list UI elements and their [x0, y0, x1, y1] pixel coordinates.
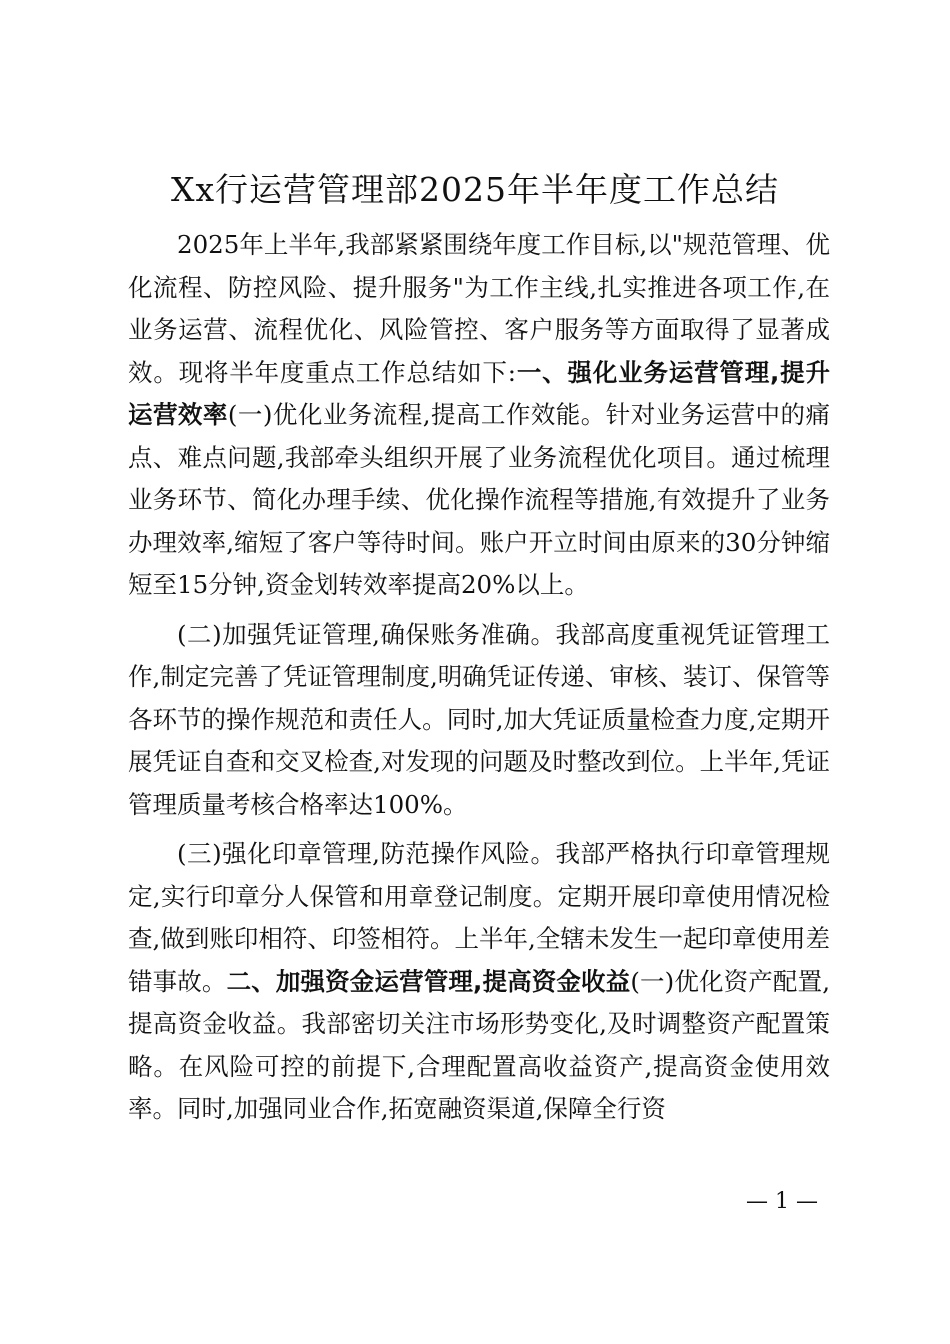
paragraph-text: 2025年上半年,我部紧紧围绕年度工作目标,以"规范管理、优化流程、防控风险、提升服务"为工作主线,扎实推进各项工作,在业务运营、流程优化、风险管控、客户服务等方面取得了显著成效。现将半年度重点工作总结如下:: [128, 230, 830, 387]
paragraph-text: (一)优化资产配置,提高资金收益。我部密切关注市场形势变化,及时调整资产配置策略。在风险可控的前提下,合理配置高收益资产,提高资金使用效率。同时,加强同业合作,拓宽融资渠道,保障全行资: [128, 966, 831, 1123]
paragraph-text: (一)优化业务流程,提高工作效能。针对业务运营中的痛点、难点问题,我部牵头组织开展了业务流程优化项目。通过梳理业务环节、简化办理手续、优化操作流程等措施,有效提升了业务办理效率,缩短了客户等待时间。账户开立时间由原来的30分钟缩短至15分钟,资金划转效率提高20%以上。: [128, 400, 830, 599]
document-body: [128, 224, 830, 1131]
paragraph-text: (二)加强凭证管理,确保账务准确。我部高度重视凭证管理工作,制定完善了凭证管理制度,明确凭证传递、审核、装订、保管等各环节的操作规范和责任人。同时,加大凭证质量检查力度,定期开展凭证自查和交叉检查,对发现的问题及时整改到位。上半年,凭证管理质量考核合格率达100%。: [128, 619, 830, 819]
paragraph-3: [128, 833, 830, 1131]
section-heading: 一、强化业务运营管理,提升运营效率: [128, 357, 830, 429]
paragraph-2: [128, 614, 830, 827]
paragraph-1: [128, 224, 830, 607]
document-title: Xx行运营管理部2025年半年度工作总结: [170, 170, 780, 209]
section-heading: 二、加强资金运营管理,提高资金收益: [226, 966, 631, 996]
paragraph-text: (三)强化印章管理,防范操作风险。我部严格执行印章管理规定,实行印章分人保管和用章登记制度。定期开展印章使用情况检查,做到账印相符、印签相符。上半年,全辖未发生一起印章使用差错事故。: [128, 839, 830, 996]
page-number: — 1 —: [746, 1189, 818, 1214]
